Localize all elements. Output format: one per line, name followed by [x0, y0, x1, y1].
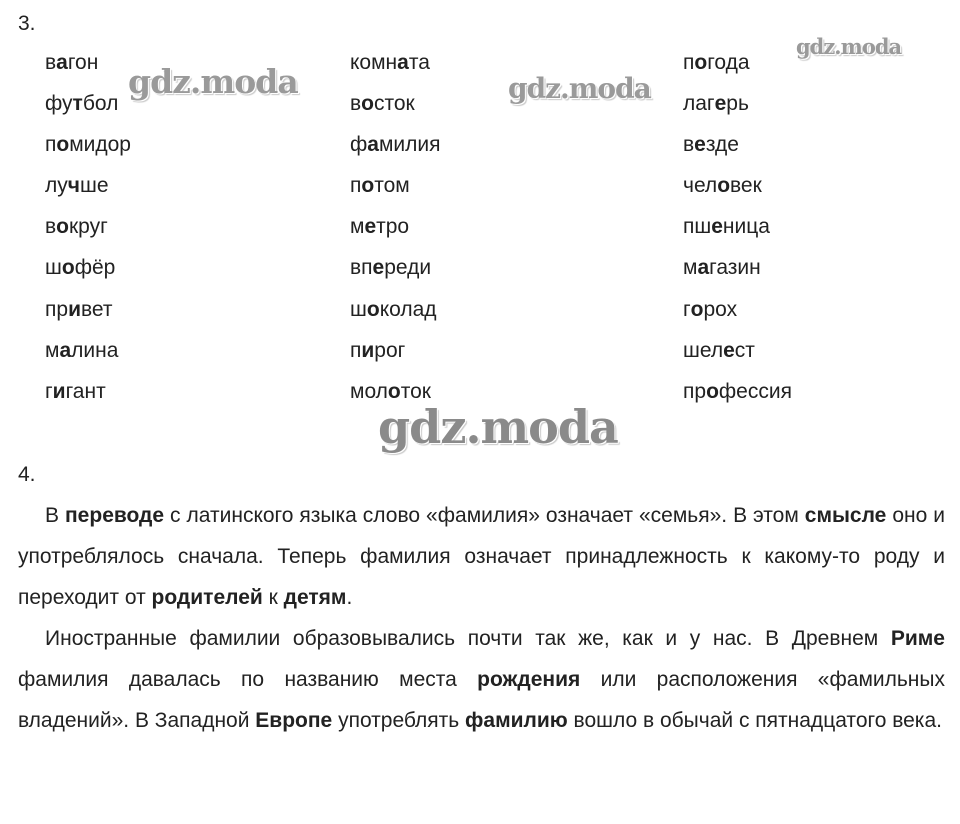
stressed-letter: е	[694, 133, 706, 157]
stressed-letter: о	[361, 92, 374, 116]
word-part: век	[730, 174, 762, 198]
word-column-3	[683, 50, 792, 420]
word-part: м	[683, 256, 698, 280]
stressed-letter: о	[56, 215, 69, 239]
word-column-2	[350, 50, 441, 420]
word-part: п	[350, 338, 362, 362]
word-part: ше	[79, 174, 109, 198]
word-item	[45, 91, 131, 132]
word-part: мидор	[69, 133, 131, 157]
bold-term: Европе	[255, 709, 333, 732]
stressed-letter: т	[72, 92, 83, 116]
word-part: в	[45, 51, 57, 74]
word-column-1	[45, 50, 131, 420]
word-item	[350, 297, 441, 338]
word-item	[45, 379, 131, 420]
stressed-letter: е	[714, 92, 727, 116]
word-item	[683, 255, 792, 296]
word-part: ток	[400, 379, 431, 403]
word-part: м	[45, 338, 60, 362]
word-item	[350, 132, 441, 173]
word-part: п	[683, 51, 695, 74]
word-part: сток	[373, 92, 415, 116]
word-item	[45, 132, 131, 173]
paragraph-1	[18, 495, 945, 618]
bold-term: рождения	[477, 668, 581, 691]
watermark: gdz.moda	[378, 400, 618, 454]
stressed-letter: и	[361, 338, 375, 362]
word-part: бол	[82, 92, 119, 116]
word-part: колад	[379, 297, 437, 321]
word-part: ф	[350, 133, 368, 157]
bold-term: родителей	[151, 586, 263, 609]
stressed-letter: а	[697, 256, 710, 280]
word-item	[683, 132, 792, 173]
word-part: ст	[734, 338, 755, 362]
word-part: п	[350, 174, 362, 198]
word-part: года	[707, 51, 750, 74]
word-item	[683, 173, 792, 214]
text-segment: употреблять	[332, 709, 466, 732]
word-part: пш	[683, 215, 712, 239]
word-part: фессия	[718, 379, 792, 403]
word-part: рог	[374, 338, 406, 362]
stressed-letter: а	[56, 51, 68, 74]
bold-term: детям	[283, 586, 347, 609]
stressed-letter: е	[372, 256, 385, 280]
word-item	[683, 50, 792, 91]
word-part: рох	[703, 297, 738, 321]
word-part: чел	[683, 174, 718, 198]
word-part: газин	[709, 256, 761, 280]
stressed-letter: е	[723, 338, 735, 362]
watermark: gdz.moda	[796, 34, 902, 59]
text-segment: или расположения «фамильных владений». В Западной	[18, 668, 946, 732]
text-segment: оно и употреблялось сначала. Теперь фамилия означает принадлежность к какому-то роду и переходит от	[18, 504, 946, 609]
stressed-letter: о	[366, 297, 380, 321]
word-part: ница	[722, 215, 770, 239]
word-part: зде	[705, 133, 739, 157]
word-part: вет	[80, 297, 113, 321]
stressed-letter: и	[52, 379, 66, 403]
word-item	[683, 379, 792, 420]
word-part: милия	[378, 133, 441, 157]
stressed-letter: е	[711, 215, 723, 239]
word-item	[350, 214, 441, 255]
stressed-letter: о	[387, 379, 401, 403]
bold-term: Риме	[890, 627, 945, 650]
stressed-letter: е	[364, 215, 377, 239]
word-item	[45, 173, 131, 214]
word-part: в	[45, 215, 57, 239]
stressed-letter: о	[694, 51, 708, 74]
exercise-3-number: 3.	[18, 12, 36, 35]
word-item	[45, 214, 131, 255]
bold-term: смысле	[804, 504, 887, 527]
stressed-letter: а	[59, 338, 72, 362]
text-segment: к	[262, 586, 284, 609]
word-item	[45, 255, 131, 296]
exercise-4-number: 4.	[18, 463, 36, 486]
word-part: м	[350, 215, 365, 239]
stressed-letter: о	[706, 379, 719, 403]
word-item	[350, 50, 441, 91]
word-part: ш	[350, 297, 367, 321]
word-part: фёр	[74, 256, 116, 280]
word-item	[45, 50, 131, 91]
word-part: гант	[65, 379, 106, 403]
word-part: п	[45, 133, 57, 157]
word-item	[45, 297, 131, 338]
word-part: реди	[384, 256, 432, 280]
word-part: комн	[350, 51, 398, 74]
word-part: лаг	[683, 92, 715, 116]
word-part: ш	[45, 256, 62, 280]
word-part: пр	[45, 297, 69, 321]
word-item	[683, 91, 792, 132]
word-item	[350, 91, 441, 132]
stressed-letter: о	[61, 256, 75, 280]
word-part: мол	[350, 379, 388, 403]
stressed-letter: о	[361, 174, 375, 198]
stressed-letter: а	[367, 133, 379, 157]
word-item	[350, 338, 441, 379]
text-segment: фамилия давалась по названию места	[18, 668, 478, 691]
word-part: в	[350, 92, 362, 116]
word-part: фу	[45, 92, 73, 116]
word-item	[350, 255, 441, 296]
stressed-letter: а	[397, 51, 409, 74]
text-segment: .	[346, 586, 353, 609]
word-item	[45, 338, 131, 379]
text-segment: В	[45, 504, 65, 527]
word-part: рь	[726, 92, 749, 116]
word-part: лу	[45, 174, 68, 198]
word-item	[350, 173, 441, 214]
stressed-letter: о	[690, 297, 704, 321]
text-segment: с латинского языка слово «фамилия» означает «семья». В этом	[164, 504, 805, 527]
word-item	[683, 214, 792, 255]
word-part: том	[374, 174, 410, 198]
stressed-letter: о	[56, 133, 70, 157]
word-part: г	[683, 297, 691, 321]
word-part: г	[45, 379, 53, 403]
stressed-letter: ч	[67, 174, 80, 198]
word-part: та	[408, 51, 430, 74]
word-part: пр	[683, 379, 707, 403]
word-part: гон	[67, 51, 99, 74]
word-part: шел	[683, 338, 724, 362]
stressed-letter: о	[717, 174, 731, 198]
paragraph-2	[18, 618, 945, 741]
bold-term: переводе	[65, 504, 165, 527]
word-part: тро	[376, 215, 410, 239]
text-segment: Иностранные фамилии образовывались почти так же, как и у нас. В Древнем	[45, 627, 891, 650]
word-item	[683, 338, 792, 379]
stressed-letter: и	[68, 297, 81, 321]
bold-term: фамилию	[465, 709, 568, 732]
word-part: круг	[68, 215, 108, 239]
text-segment: вошло в обычай с пятнадцатого века.	[567, 709, 942, 732]
word-item	[683, 297, 792, 338]
word-part: лина	[71, 338, 119, 362]
word-part: вп	[350, 256, 373, 280]
watermark: gdz.moda	[128, 62, 298, 101]
watermark: gdz.moda	[508, 72, 651, 105]
word-part: в	[683, 133, 695, 157]
